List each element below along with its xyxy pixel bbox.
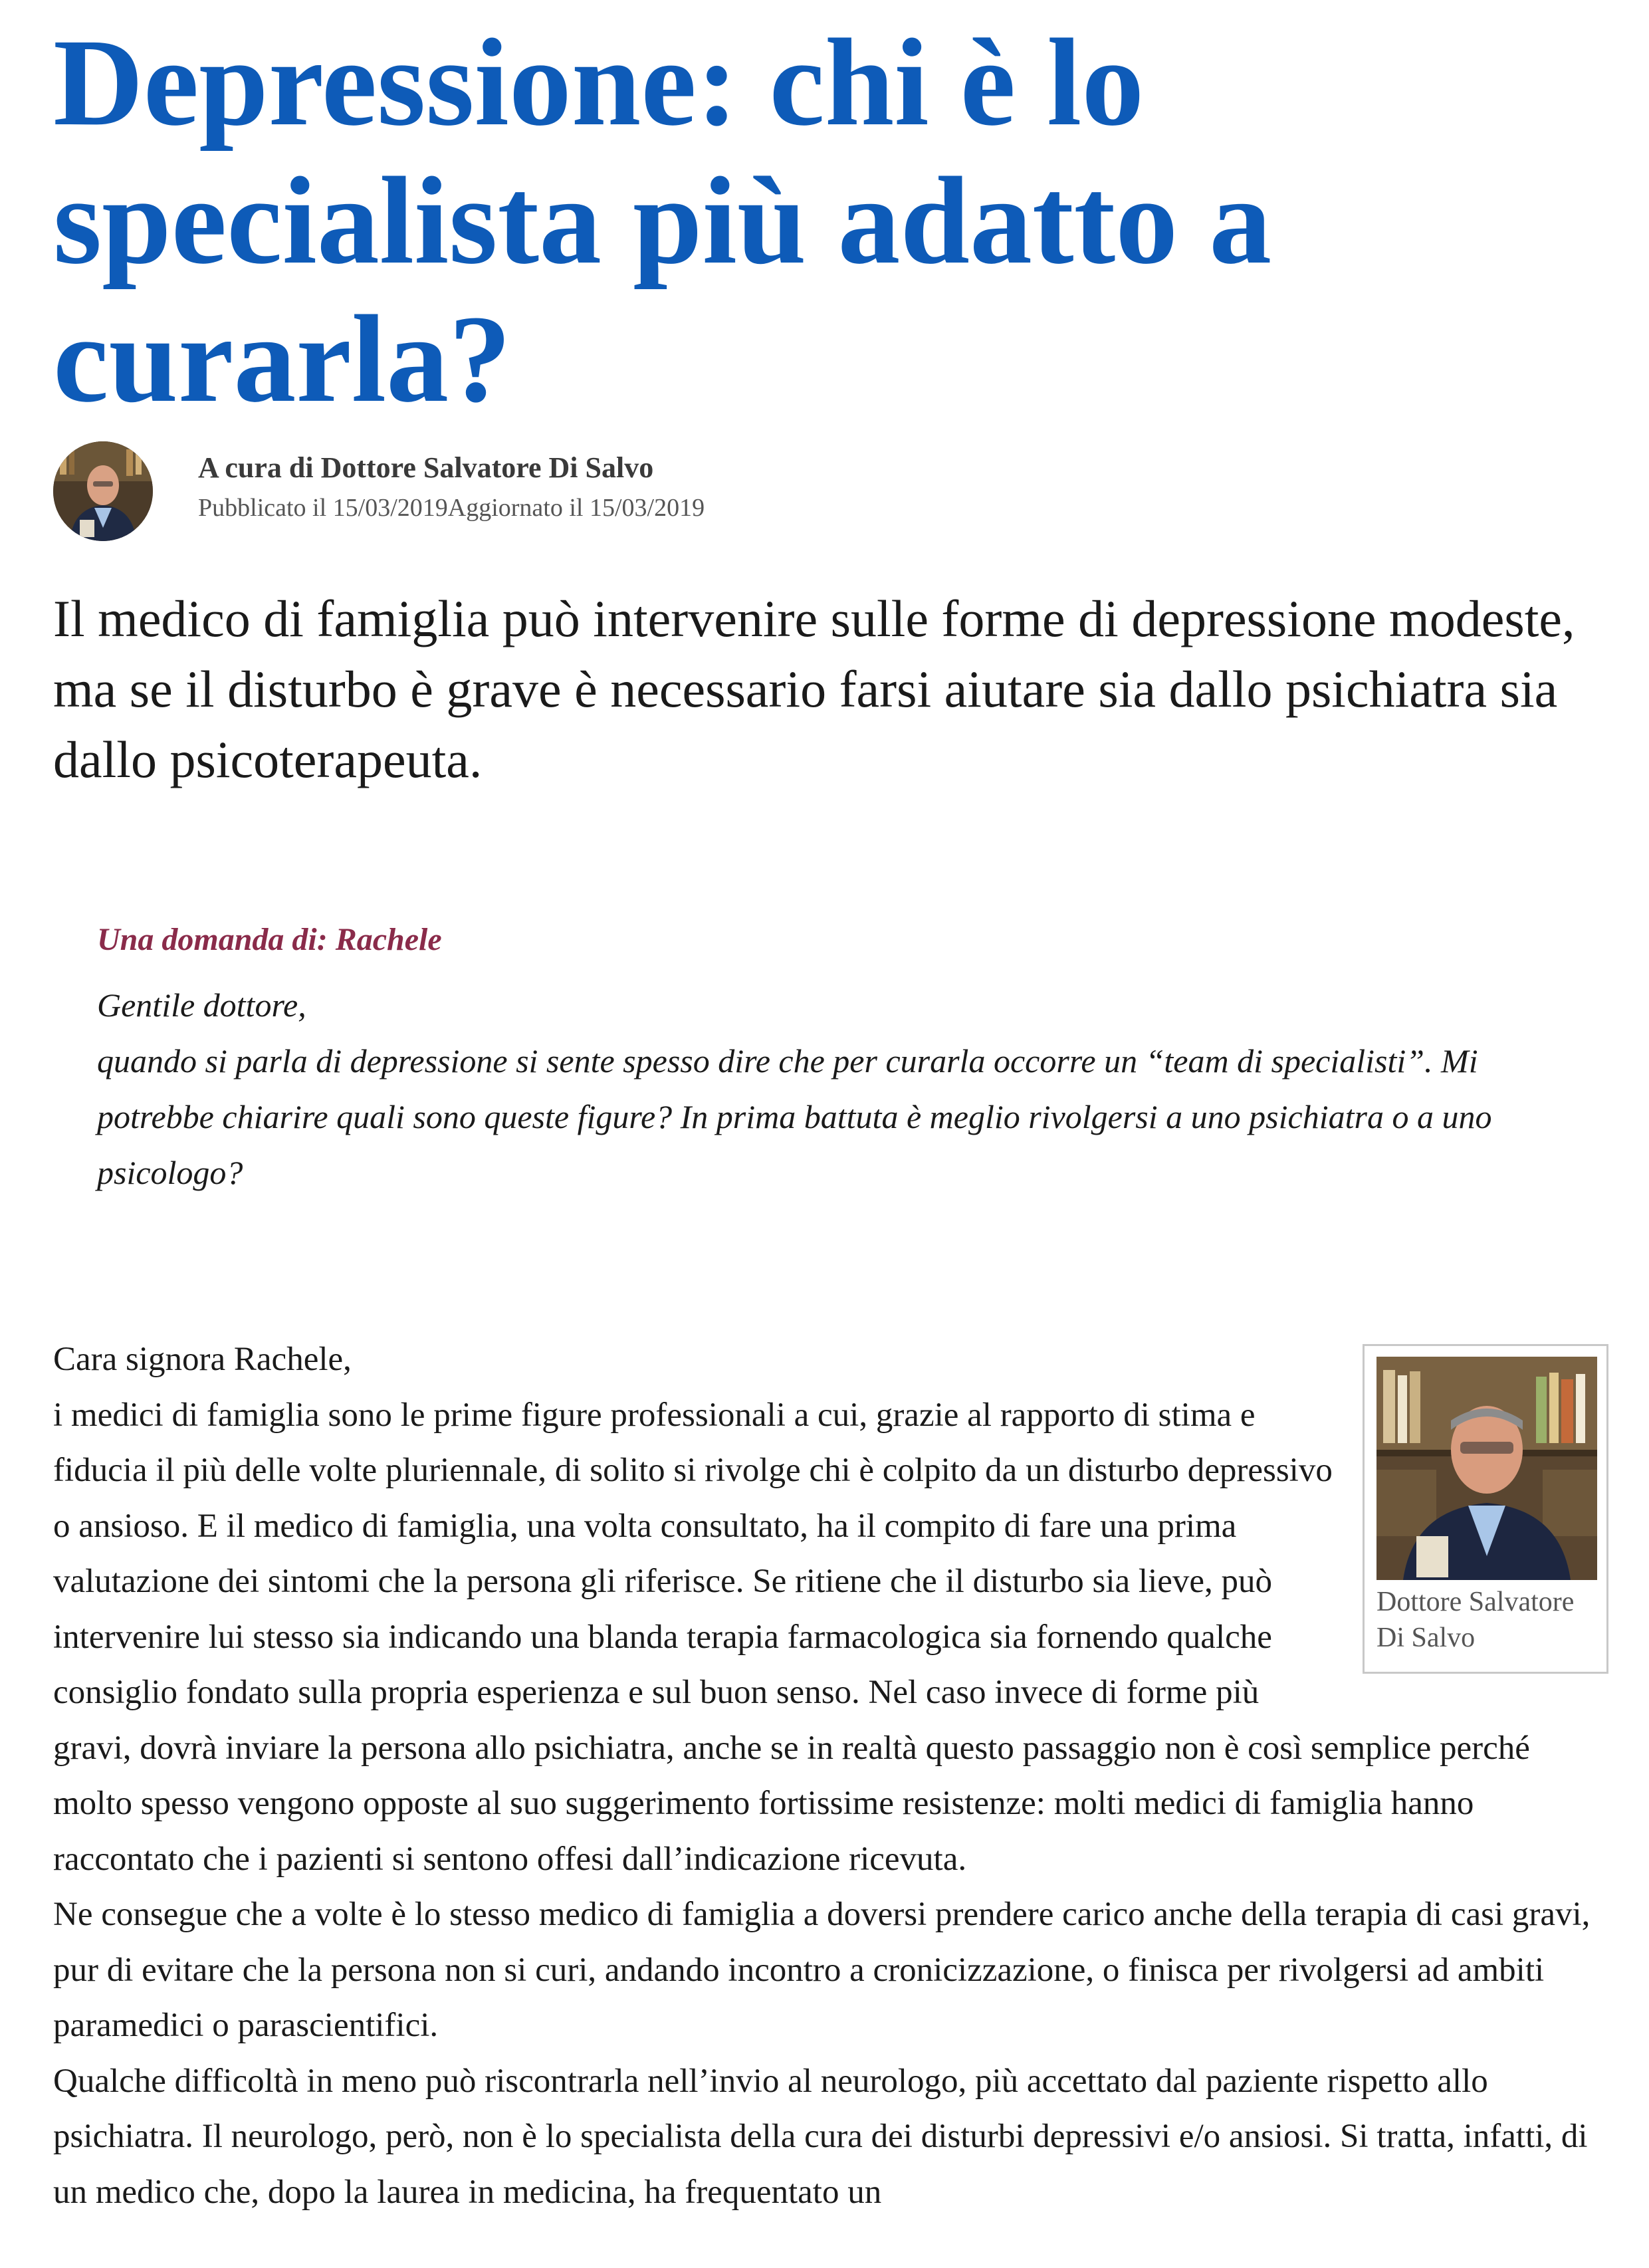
question-greeting: Gentile dottore, <box>97 986 306 1024</box>
author-photo[interactable] <box>1376 1357 1597 1580</box>
photo-caption: Dottore Salvatore Di Salvo <box>1376 1587 1575 1653</box>
author-photo-image <box>1376 1357 1597 1580</box>
author-name: A cura di Dottore Salvatore Di Salvo <box>198 451 654 484</box>
article-lead: Il medico di famiglia può intervenire sulle forme di depressione modeste, ma se il disturbo è grave è necessario farsi aiutare sia dallo psichiatra sia dallo psicoterapeuta. <box>53 590 1575 788</box>
author-figure <box>1363 1344 1608 1674</box>
answer-body <box>53 1332 1608 2220</box>
answer-paragraph: Ne consegue che a volte è lo stesso medico di famiglia a doversi prendere carico anche della terapia di casi gravi, pur di evitare che la persona non si curi, andando incontro a cronicizzazione, o finisca per rivolgersi ad ambiti paramedici o parascientifici. <box>53 1896 1591 2044</box>
article-title: Depressione: chi è lo specialista più adatto a curarla? <box>53 13 1272 428</box>
author-avatar-image <box>53 441 153 541</box>
byline <box>53 441 1050 544</box>
answer-paragraph: i medici di famiglia sono le prime figure professionali a cui, grazie al rapporto di stima e fiducia il più delle volte pluriennale, di solito si rivolge chi è colpito da un disturbo depressivo o ansioso. E il medico di famiglia, una volta consultato, ha il compito di fare una prima valutazione dei sintomi che la persona gli riferisce. Se ritiene che il disturbo sia lieve, può intervenire lui stesso sia indicando una blanda terapia farmacologica sia fornendo qualche consiglio fondato sulla propria esperienza e sul buon senso. Nel caso invece di forme più gravi, dovrà inviare la persona allo psichiatra, anche se in realtà questo passaggio non è così semplice perché molto spesso vengono opposte al suo suggerimento fortissime resistenze: molti medici di famiglia hanno raccontato che i pazienti si sentono offesi dall’indicazione ricevuta. <box>53 1396 1530 1878</box>
publish-dates: Pubblicato il 15/03/2019Aggiornato il 15/03/2019 <box>198 494 705 522</box>
reader-question <box>97 916 1593 1200</box>
question-text <box>97 977 1593 1200</box>
author-avatar[interactable] <box>53 441 153 541</box>
answer-salutation: Cara signora Rachele, <box>53 1341 352 1378</box>
question-body: quando si parla di depressione si sente spesso dire che per curarla occorre un “team di specialisti”. Mi potrebbe chiarire quali sono queste figure? In prima battuta è meglio rivolgersi a uno psichiatra o a uno psicologo? <box>97 1042 1492 1191</box>
question-author-label: Una domanda di: Rachele <box>97 922 442 957</box>
answer-paragraph: Qualche difficoltà in meno può riscontrarla nell’invio al neurologo, più accettato dal paziente rispetto allo psichiatra. Il neurologo, però, non è lo specialista della cura dei disturbi depressivi e/o ansiosi. Si tratta, infatti, di un medico che, dopo la laurea in medicina, ha frequentato un <box>53 2062 1588 2211</box>
